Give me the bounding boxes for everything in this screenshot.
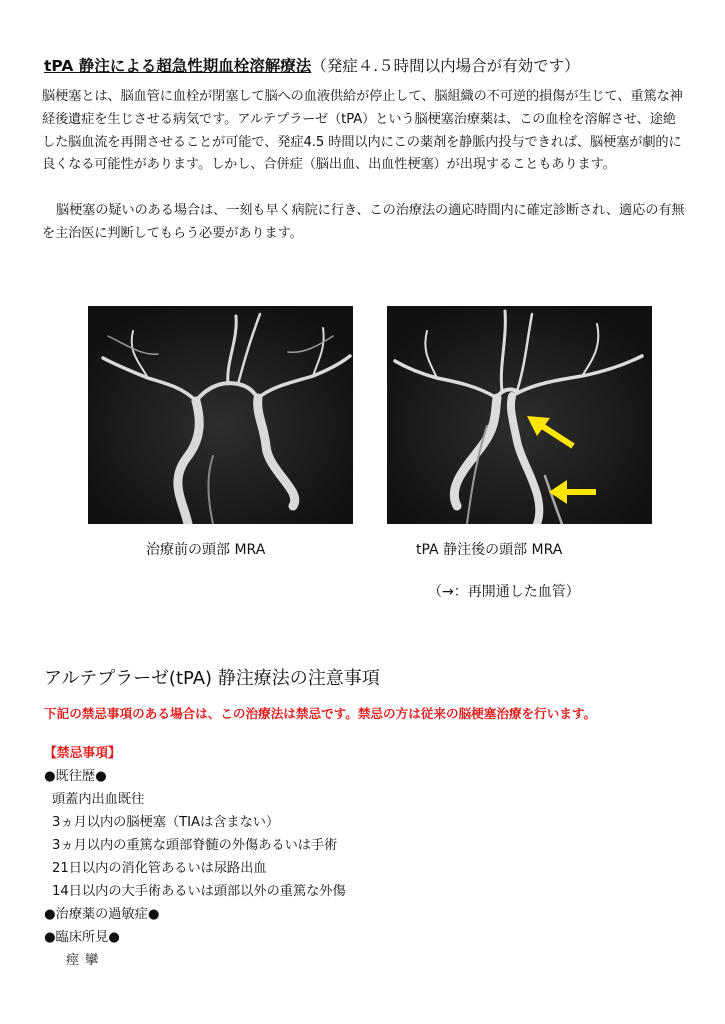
advice-paragraph: 脳梗塞の疑いのある場合は、一刻も早く病院に行き、この治療法の適応時間内に確定診断され、適応の有無を主治医に判断してもらう必要があります。 [42,203,685,241]
history-item: 頭蓋内出血既往 [52,792,145,807]
contraindication-warning: 下記の禁忌事項のある場合は、この治療法は禁忌です。禁忌の方は従来の脳梗塞治療を行います。 [44,706,597,721]
contraindications-header: 【禁忌事項】 [44,746,121,761]
clinical-findings-header: ●臨床所見● [44,930,120,945]
history-header: ●既往歴● [44,769,107,784]
contraindications-list [44,765,346,972]
mra-before-image [88,306,353,524]
intro-paragraph: 脳梗塞とは、脳血管に血栓が閉塞して脳への血液供給が停止して、脳組織の不可逆的損傷が生じて、重篤な神経後遺症を生じさせる病気です。アルテプラーゼ（tPA）という脳梗塞治療薬は、この血栓を溶解させ、途絶した脳血流を再開させることが可能で、発症4.5 時間以内にこの薬剤を静脈内投与できれば、脳梗塞が劇的に良くなる可能性があります。しかし、合併症（脳出血、出血性梗塞）が出現することもあります。 [42,89,683,173]
section1-title-main: tPA 静注による超急性期血栓溶解療法 [44,57,312,75]
clinical-item: 痙攣 [66,953,105,968]
history-item: 3ヵ月以内の重篤な頭部脊髄の外傷あるいは手術 [52,838,338,853]
mra-after-image [387,306,652,524]
arrow-legend: （→：再開通した血管） [428,584,580,600]
section2-title: アルテプラーゼ(tPA) 静注療法の注意事項 [44,668,380,689]
hypersensitivity-header: ●治療薬の過敏症● [44,907,160,922]
history-item: 14日以内の大手術あるいは頭部以外の重篤な外傷 [52,884,346,899]
mra-after-caption: tPA 静注後の頭部 MRA [416,542,563,558]
history-item: 21日以内の消化管あるいは尿路出血 [52,861,267,876]
mra-before-caption: 治療前の頭部 MRA [146,542,266,558]
section1-title [44,55,684,77]
history-item: 3ヵ月以内の脳梗塞（TIAは含まない） [52,815,280,830]
section1-title-sub: （発症４.５時間以内場合が有効です） [311,57,580,75]
